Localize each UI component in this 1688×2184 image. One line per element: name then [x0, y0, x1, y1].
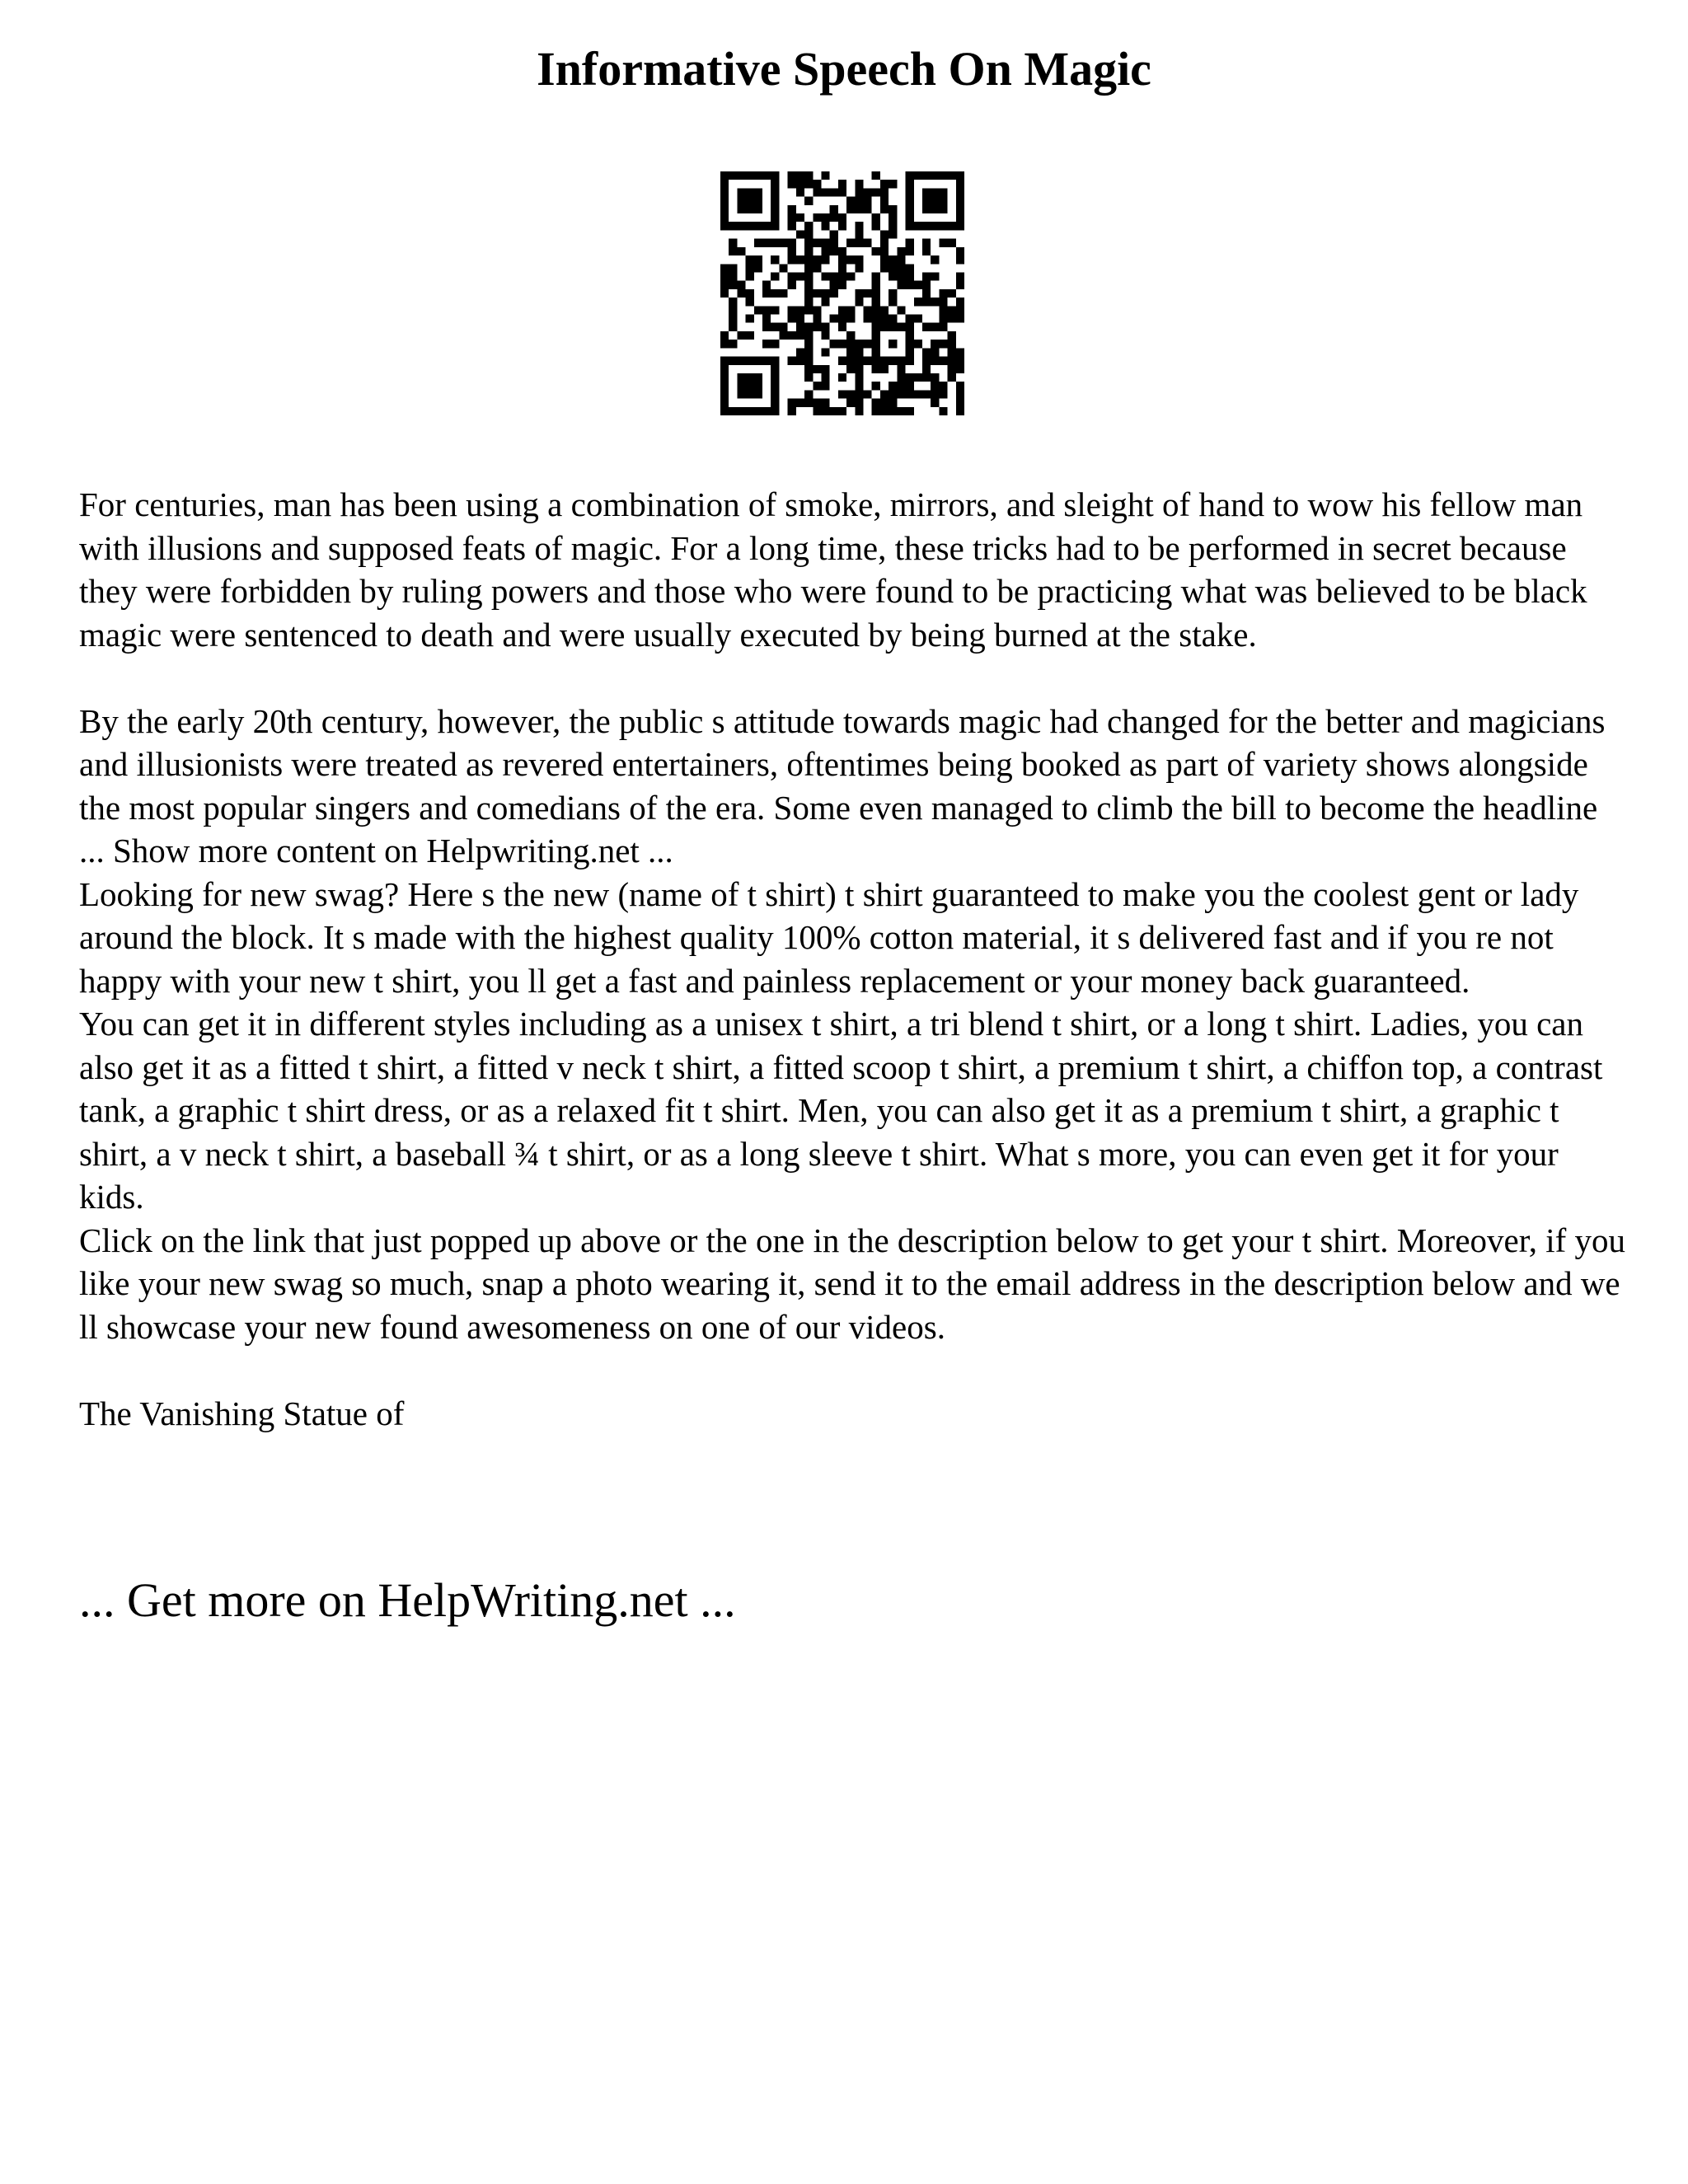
paragraph: Click on the link that just popped up above or the one in the description below to get your t shirt. Moreover, if you like your new swag so much, snap a photo wearing it, send it to the email address in the description below and we ll showcase your new found awesomeness on one of our videos.: [79, 1221, 1626, 1346]
get-more-link[interactable]: ... Get more on HelpWriting.net ...: [79, 1573, 736, 1627]
paragraph-gap: [79, 1348, 1629, 1392]
paragraph: You can get it in different styles including as a unisex t shirt, a tri blend t shirt, or a long t shirt. Ladies, you can also get it as a fitted t shirt, a fitted v neck t shirt, a fitted scoop t shirt, a premium t shirt, a chiffon top, a contrast tank, a graphic t shirt dress, or as a relaxed fit t shirt. Men, you can also get it as a premium t shirt, a graphic t shirt, a v neck t shirt, a baseball ¾ t shirt, or as a long sleeve t shirt. What s more, you can even get it for your kids.: [79, 1005, 1603, 1216]
paragraph-gap: [79, 656, 1629, 700]
page-title: Informative Speech On Magic: [537, 42, 1151, 96]
qr-code-icon: [720, 171, 964, 415]
paragraph: For centuries, man has been using a combination of smoke, mirrors, and sleight of hand to wow his fellow man with illusions and supposed feats of magic. For a long time, these tricks had to be performed in secret because they were forbidden by ruling powers and those who were found to be practicing what was believed to be black magic were sentenced to death and were usually executed by being burned at the stake.: [79, 485, 1587, 654]
paragraph: By the early 20th century, however, the public s attitude towards magic had changed for the better and magicians and illusionists were treated as revered entertainers, oftentimes being booked as part of variety shows alongside the most popular singers and comedians of the era. Some even managed to climb the bill to become the headline ... Show more content on Helpwriting.net ...: [79, 701, 1606, 869]
article-body: [79, 483, 1629, 1435]
paragraph: Looking for new swag? Here s the new (name of t shirt) t shirt guaranteed to make you the coolest gent or lady around the block. It s made with the highest quality 100% cotton material, it s delivered fast and if you re not happy with your new t shirt, you ll get a fast and painless replacement or your money back guaranteed.: [79, 874, 1579, 1000]
paragraph: The Vanishing Statue of: [79, 1394, 405, 1432]
